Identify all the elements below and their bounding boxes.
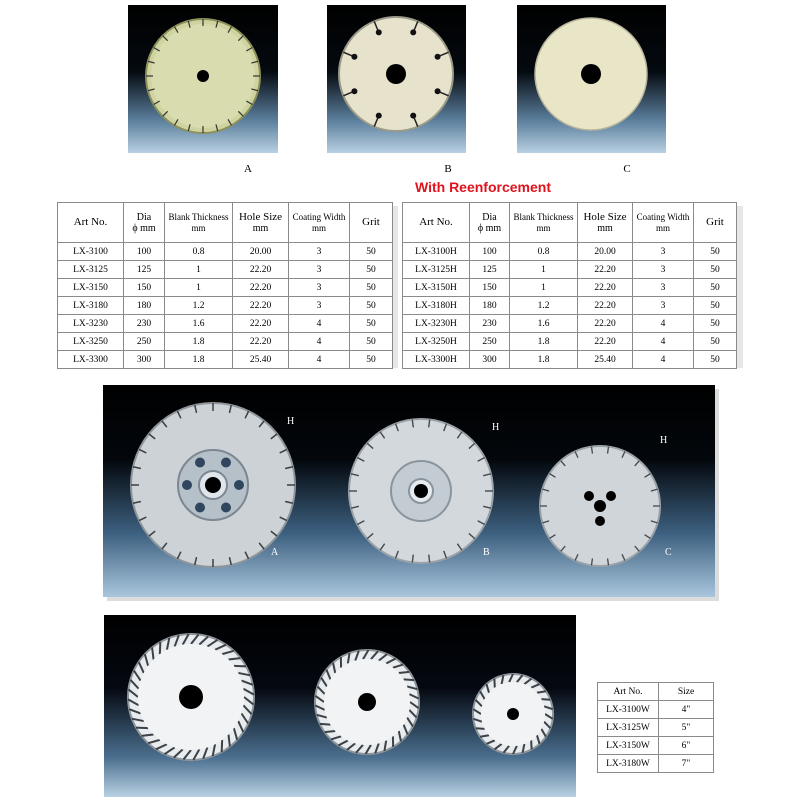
- table-row: [403, 261, 737, 279]
- header-blank-thickness: Blank Thickness mm: [510, 203, 578, 243]
- caption-c: C: [623, 163, 631, 175]
- header-art-no: Art No.: [403, 203, 470, 243]
- header-coating-width: Coating Width mm: [289, 203, 350, 243]
- cell-dia: 230: [470, 315, 510, 333]
- cell-blank: 1.2: [510, 297, 578, 315]
- cell-dia: 300: [470, 351, 510, 369]
- cell-art: LX-3250: [58, 333, 124, 351]
- cell-art: LX-3300: [58, 351, 124, 369]
- label-h-a: H: [287, 416, 295, 427]
- cell-art: LX-3150H: [403, 279, 470, 297]
- table-row: [58, 351, 393, 369]
- header-blank-thickness: Blank Thickness mm: [165, 203, 233, 243]
- reinforced-blades-image: [103, 385, 715, 597]
- cell-art: LX-3125W: [598, 719, 659, 737]
- cell-size: 7": [659, 755, 714, 773]
- cell-dia: 100: [124, 243, 165, 261]
- cell-hole: 25.40: [233, 351, 289, 369]
- cell-art: LX-3125: [58, 261, 124, 279]
- header-size: Size: [659, 683, 714, 701]
- cell-blank: 1.8: [165, 333, 233, 351]
- label-blade-b: B: [483, 547, 490, 558]
- cell-hole: 20.00: [233, 243, 289, 261]
- cell-dia: 180: [470, 297, 510, 315]
- table-row: [58, 297, 393, 315]
- cell-art: LX-3100: [58, 243, 124, 261]
- cell-dia: 180: [124, 297, 165, 315]
- cell-hole: 22.20: [578, 333, 633, 351]
- label-blade-a: A: [271, 547, 279, 558]
- spec-table-reinforced: [402, 202, 737, 369]
- photo-reinforced-blades: [103, 385, 715, 597]
- label-blade-c: C: [665, 547, 672, 558]
- cell-blank: 1.6: [510, 315, 578, 333]
- photo-blade-a: [128, 5, 278, 153]
- cell-coat: 3: [289, 243, 350, 261]
- cell-blank: 1: [510, 261, 578, 279]
- size-table: [597, 682, 714, 773]
- table-row: [598, 719, 714, 737]
- cell-grit: 50: [694, 279, 737, 297]
- cell-coat: 3: [289, 297, 350, 315]
- header-hole-size: Hole Size mm: [578, 203, 633, 243]
- cell-dia: 230: [124, 315, 165, 333]
- cell-grit: 50: [350, 297, 393, 315]
- cell-grit: 50: [694, 261, 737, 279]
- cell-coat: 3: [633, 297, 694, 315]
- cell-coat: 4: [633, 333, 694, 351]
- cell-hole: 22.20: [578, 279, 633, 297]
- cell-size: 4": [659, 701, 714, 719]
- cell-blank: 1: [165, 261, 233, 279]
- header-grit: Grit: [350, 203, 393, 243]
- cell-art: LX-3180H: [403, 297, 470, 315]
- photo-blade-b: [327, 5, 466, 153]
- header-art-no: Art No.: [58, 203, 124, 243]
- cell-blank: 0.8: [165, 243, 233, 261]
- cell-art: LX-3100W: [598, 701, 659, 719]
- cell-coat: 4: [289, 333, 350, 351]
- table-row: [598, 755, 714, 773]
- header-hole-size: Hole Size mm: [233, 203, 289, 243]
- cell-art: LX-3150W: [598, 737, 659, 755]
- header-dia: Dia ϕ mm: [124, 203, 165, 243]
- table-row: [58, 333, 393, 351]
- cell-coat: 4: [289, 351, 350, 369]
- cell-grit: 50: [350, 351, 393, 369]
- cell-art: LX-3300H: [403, 351, 470, 369]
- cell-dia: 250: [124, 333, 165, 351]
- spec-table-standard: [57, 202, 393, 369]
- cell-grit: 50: [694, 297, 737, 315]
- caption-a: A: [244, 163, 252, 175]
- cell-hole: 22.20: [578, 261, 633, 279]
- cell-art: LX-3230H: [403, 315, 470, 333]
- table-row: [58, 261, 393, 279]
- table-row: [403, 333, 737, 351]
- cell-hole: 22.20: [233, 315, 289, 333]
- cell-hole: 22.20: [578, 297, 633, 315]
- cell-hole: 22.20: [233, 279, 289, 297]
- reinforcement-title: With Reenforcement: [414, 179, 551, 195]
- photo-blade-c: [517, 5, 666, 153]
- cell-art: LX-3125H: [403, 261, 470, 279]
- cell-coat: 4: [633, 351, 694, 369]
- cell-dia: 150: [470, 279, 510, 297]
- cell-grit: 50: [350, 279, 393, 297]
- table-row: [403, 243, 737, 261]
- cell-blank: 1.8: [165, 351, 233, 369]
- cell-dia: 125: [470, 261, 510, 279]
- cell-blank: 1: [510, 279, 578, 297]
- table-row: [58, 243, 393, 261]
- blade-c-image: [517, 5, 666, 153]
- cell-art: LX-3100H: [403, 243, 470, 261]
- table-row: [598, 701, 714, 719]
- table-row: [403, 315, 737, 333]
- cell-art: LX-3230: [58, 315, 124, 333]
- cell-art: LX-3150: [58, 279, 124, 297]
- photo-w-blades: [104, 615, 576, 797]
- cell-blank: 1: [165, 279, 233, 297]
- cell-grit: 50: [694, 351, 737, 369]
- cell-hole: 25.40: [578, 351, 633, 369]
- caption-b: B: [444, 163, 452, 175]
- cell-coat: 3: [633, 243, 694, 261]
- table-row: [403, 279, 737, 297]
- cell-coat: 4: [289, 315, 350, 333]
- cell-hole: 22.20: [233, 297, 289, 315]
- cell-coat: 3: [633, 279, 694, 297]
- blade-a-image: [128, 5, 278, 153]
- label-h-c: H: [660, 435, 668, 446]
- cell-blank: 1.8: [510, 333, 578, 351]
- cell-blank: 1.6: [165, 315, 233, 333]
- table-row: [58, 315, 393, 333]
- cell-coat: 3: [289, 279, 350, 297]
- cell-dia: 100: [470, 243, 510, 261]
- cell-grit: 50: [694, 243, 737, 261]
- cell-hole: 22.20: [578, 315, 633, 333]
- cell-grit: 50: [350, 315, 393, 333]
- cell-coat: 4: [633, 315, 694, 333]
- table-row: [403, 351, 737, 369]
- cell-dia: 150: [124, 279, 165, 297]
- cell-dia: 125: [124, 261, 165, 279]
- cell-size: 6": [659, 737, 714, 755]
- cell-blank: 1.2: [165, 297, 233, 315]
- header-art-no: Art No.: [598, 683, 659, 701]
- cell-art: LX-3250H: [403, 333, 470, 351]
- cell-blank: 0.8: [510, 243, 578, 261]
- cell-grit: 50: [350, 261, 393, 279]
- table-row: [58, 279, 393, 297]
- cell-grit: 50: [350, 333, 393, 351]
- table-row: [403, 297, 737, 315]
- cell-coat: 3: [289, 261, 350, 279]
- cell-size: 5": [659, 719, 714, 737]
- cell-grit: 50: [694, 333, 737, 351]
- table-row: [598, 737, 714, 755]
- cell-blank: 1.8: [510, 351, 578, 369]
- header-dia: Dia ϕ mm: [470, 203, 510, 243]
- cell-dia: 250: [470, 333, 510, 351]
- label-h-b: H: [492, 422, 500, 433]
- cell-hole: 20.00: [578, 243, 633, 261]
- cell-dia: 300: [124, 351, 165, 369]
- cell-grit: 50: [694, 315, 737, 333]
- cell-art: LX-3180W: [598, 755, 659, 773]
- header-coating-width: Coating Width mm: [633, 203, 694, 243]
- header-grit: Grit: [694, 203, 737, 243]
- cell-art: LX-3180: [58, 297, 124, 315]
- cell-hole: 22.20: [233, 333, 289, 351]
- cell-grit: 50: [350, 243, 393, 261]
- w-blades-image: [104, 615, 576, 797]
- cell-hole: 22.20: [233, 261, 289, 279]
- blade-b-image: [327, 5, 466, 153]
- cell-coat: 3: [633, 261, 694, 279]
